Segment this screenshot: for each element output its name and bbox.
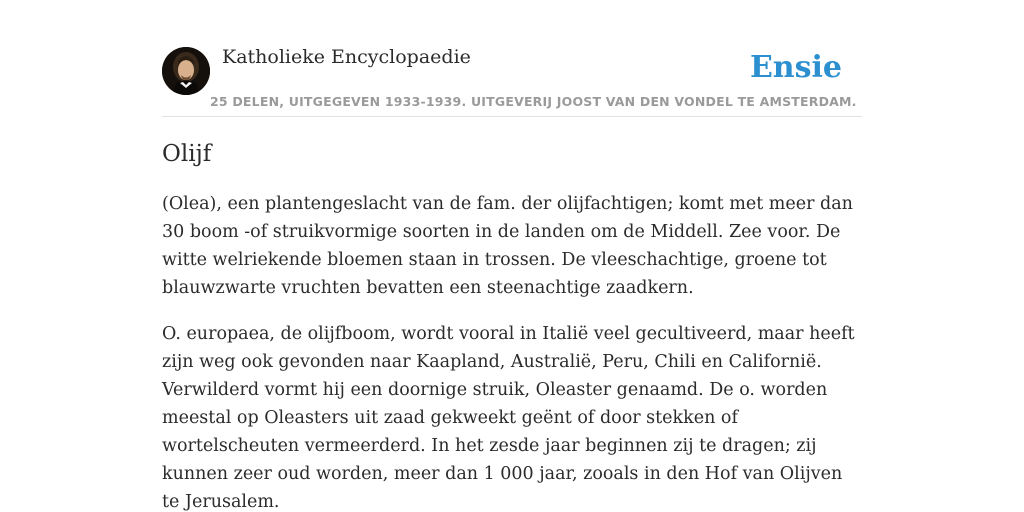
article-title: Olijf [162, 141, 212, 167]
article-paragraph: (Olea), een plantengeslacht van de fam. der olijfachtigen; komt met meer dan 30 boom -of struikvormige soorten in de landen om de Middell. Zee voor. De witte welriekende bloemen staan in trossen. De vleeschachtige, groene tot blauwzwarte vruchten bevatten een steenachtige zaadkern. [162, 194, 853, 298]
portrait-icon [162, 47, 210, 95]
source-header [162, 40, 862, 117]
source-title[interactable]: Katholieke Encyclopaedie [222, 46, 471, 68]
brand-logo[interactable]: Ensie [749, 50, 842, 85]
article [162, 138, 862, 512]
source-meta: 25 DELEN, UITGEGEVEN 1933-1939. UITGEVERIJ JOOST VAN DEN VONDEL TE AMSTERDAM. [210, 94, 857, 109]
avatar[interactable] [162, 47, 210, 95]
article-paragraph: O. europaea, de olijfboom, wordt vooral in Italië veel gecultiveerd, maar heeft zijn weg ook gevonden naar Kaapland, Australië, Peru, Chili en Californië. Verwilderd vormt hij een doornige struik, Oleaster genaamd. De o. worden meestal op Oleasters uit zaad gekweekt geënt of door stekken of wortelscheuten vermeerderd. In het zesde jaar beginnen zij te dragen; zij kunnen zeer oud worden, meer dan 1 000 jaar, zooals in den Hof van Olijven te Jerusalem. [162, 324, 855, 512]
